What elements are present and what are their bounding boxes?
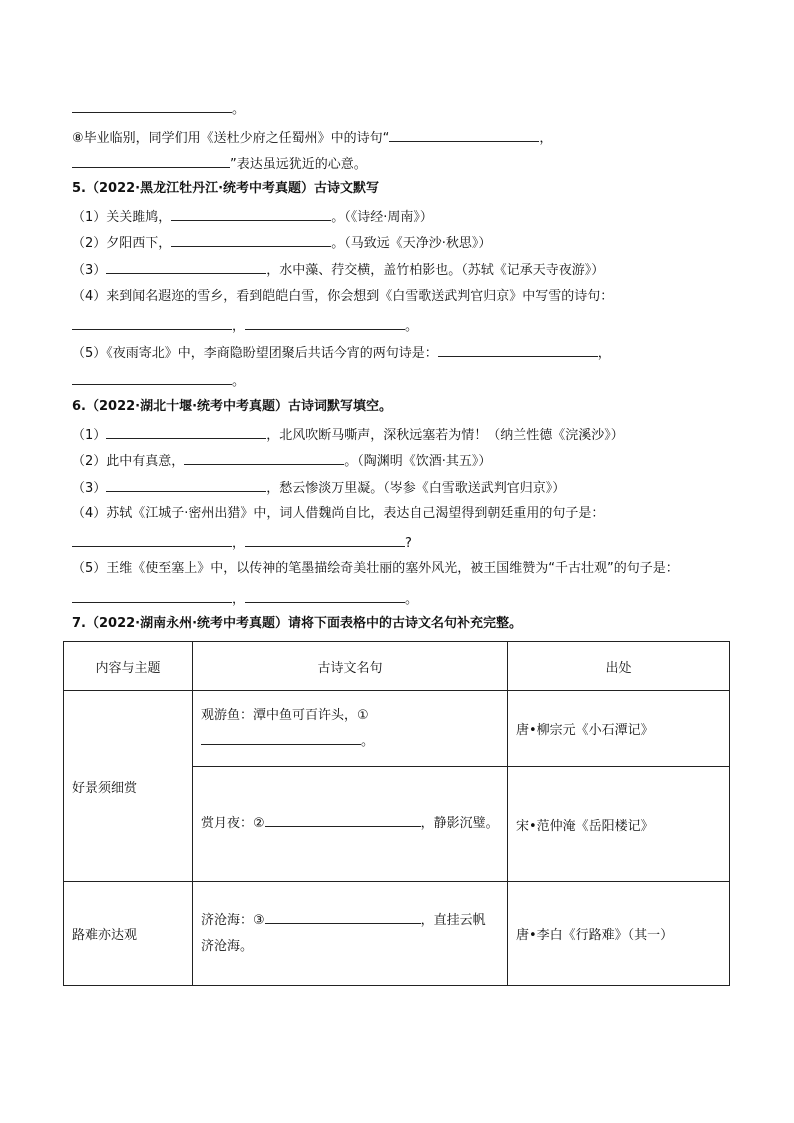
answer-blank[interactable] xyxy=(245,532,405,547)
answer-blank[interactable] xyxy=(245,588,405,603)
question-6-title: 6.（2022·湖北十堰·统考中考真题）古诗词默写填空。 xyxy=(72,399,393,414)
q5-item-5: （5）《夜雨寄北》中，李商隐盼望团聚后共话今宵的两句诗是： ， xyxy=(72,342,611,363)
question-7-title: 7.（2022·湖南永州·统考中考真题）请将下面表格中的古诗文名句补充完整。 xyxy=(72,616,523,631)
q6-item-4: （4）苏轼《江城子·密州出猎》中，词人借魏尚自比，表达自己渴望得到朝廷重用的句子是： xyxy=(72,506,605,521)
q5-item-2: （2）夕阳西下， 。（马致远《天净沙·秋思》） xyxy=(72,232,491,253)
table-header: 古诗文名句 xyxy=(193,642,508,691)
item-8: ⑧毕业临别，同学们用《送杜少府之任蜀州》中的诗句“ ， xyxy=(72,127,552,148)
answer-blank[interactable] xyxy=(389,127,539,142)
table-header: 出处 xyxy=(508,642,730,691)
item-8-cont: ”表达虽远犹近的心意。 xyxy=(72,153,367,174)
table-row xyxy=(64,882,730,986)
answer-blank[interactable] xyxy=(72,370,232,385)
answer-blank[interactable] xyxy=(438,342,598,357)
source-cell: 唐•柳宗元《小石潭记》 xyxy=(508,691,730,767)
q6-item-4-answers: ， ? xyxy=(72,532,412,553)
verse-cell: 观游鱼：潭中鱼可百许头，① 。 xyxy=(193,691,508,767)
answer-blank[interactable] xyxy=(106,424,266,439)
q6-item-5: （5）王维《使至塞上》中，以传神的笔墨描绘奇美壮丽的塞外风光，被王国维赞为“千古壮观”的句子是： xyxy=(72,561,679,576)
theme-cell: 好景须细赏 xyxy=(64,691,193,882)
q6-item-1: （1） ，北风吹断马嘶声，深秋远塞若为情！（纳兰性德《浣溪沙》） xyxy=(72,424,624,445)
answer-blank[interactable] xyxy=(72,532,232,547)
q5-item-5-cont: 。 xyxy=(72,370,245,391)
answer-blank[interactable] xyxy=(72,588,232,603)
answer-blank[interactable] xyxy=(106,477,266,492)
table-header: 内容与主题 xyxy=(64,642,193,691)
verse-cell: 赏月夜：② ，静影沉璧。 xyxy=(193,767,508,882)
q5-item-4-answers: ， 。 xyxy=(72,315,418,336)
answer-blank[interactable] xyxy=(171,232,331,247)
table-row xyxy=(64,691,730,767)
answer-blank[interactable] xyxy=(184,450,344,465)
q6-item-3: （3） ，愁云惨淡万里凝。（岑参《白雪歌送武判官归京》） xyxy=(72,477,565,498)
q6-item-5-answers: ， 。 xyxy=(72,588,418,609)
answer-blank[interactable] xyxy=(245,315,405,330)
q6-item-2: （2）此中有真意， 。（陶渊明《饮酒·其五》） xyxy=(72,450,491,471)
source-cell: 唐•李白《行路难》（其一） xyxy=(508,882,730,986)
source-cell: 宋•范仲淹《岳阳楼记》 xyxy=(508,767,730,882)
verse-cell: 济沧海：③ ，直挂云帆 济沧海。 xyxy=(193,882,508,986)
answer-blank[interactable] xyxy=(106,259,266,274)
answer-blank[interactable] xyxy=(171,206,331,221)
question-5-title: 5.（2022·黑龙江牡丹江·统考中考真题）古诗文默写 xyxy=(72,181,380,196)
q5-item-4: （4）来到闻名遐迩的雪乡，看到皑皑白雪，你会想到《白雪歌送武判官归京》中写雪的诗句： xyxy=(72,289,614,304)
poem-table xyxy=(63,641,730,986)
answer-blank[interactable] xyxy=(201,730,361,745)
answer-blank[interactable] xyxy=(72,98,232,113)
answer-blank[interactable] xyxy=(72,315,232,330)
answer-blank[interactable] xyxy=(265,812,421,827)
q5-item-1: （1）关关雎鸠， 。（《诗经·周南》） xyxy=(72,206,433,227)
answer-line-continuation: 。 xyxy=(72,98,245,119)
answer-blank[interactable] xyxy=(265,909,421,924)
answer-blank[interactable] xyxy=(72,153,230,168)
table-header-row xyxy=(64,642,730,691)
q5-item-3: （3） ，水中藻、荇交横，盖竹柏影也。（苏轼《记承天寺夜游》） xyxy=(72,259,604,280)
theme-cell: 路难亦达观 xyxy=(64,882,193,986)
